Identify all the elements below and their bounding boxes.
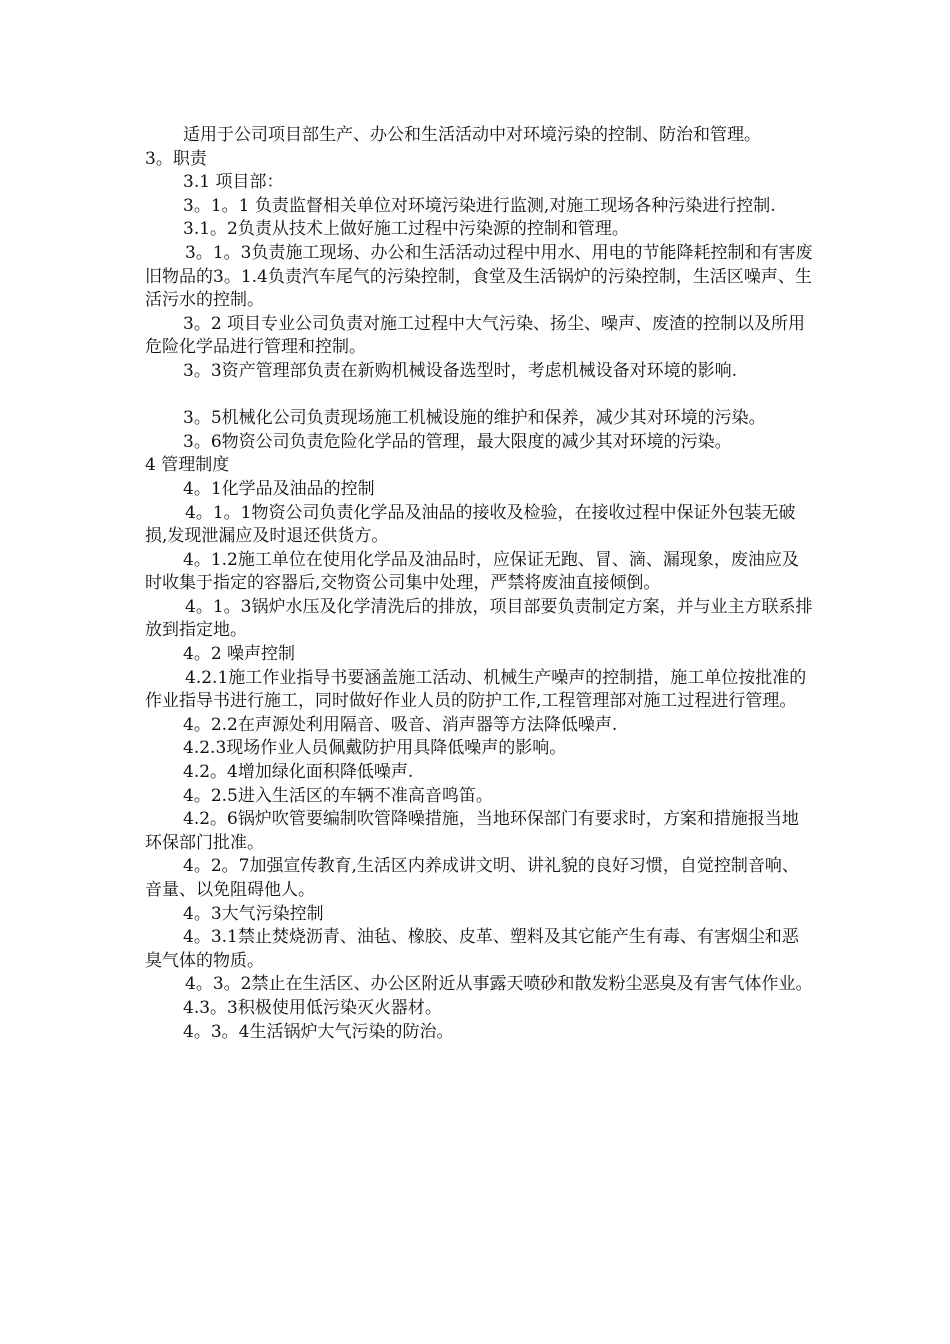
paragraph-4-2-7: 4。2。7加强宣传教育,生活区内养成讲文明、讲礼貌的良好习惯，自觉控制音响、音量、以免阻碍他人。: [145, 856, 799, 900]
document-body: [145, 124, 815, 1044]
paragraph-3-3: 3。3资产管理部负责在新购机械设备选型时，考虑机械设备对环境的影响.: [183, 360, 738, 381]
paragraph-3-1-1: 3。1。1 负责监督相关单位对环境污染进行监测,对施工现场各种污染进行控制.: [183, 195, 776, 216]
paragraph-4-2-3: 4.2.3现场作业人员佩戴防护用具降低噪声的影响。: [183, 738, 567, 759]
blank-line: [145, 384, 815, 408]
paragraph-4-1-2: 4。1.2施工单位在使用化学品及油品时，应保证无跑、冒、滴、漏现象，废油应及时收集于指定的容器后,交物资公司集中处理，严禁将废油直接倾倒。: [145, 549, 799, 594]
paragraph-4-2-2: 4。2.2在声源处利用隔音、吸音、消声器等方法降低噪声.: [183, 714, 618, 735]
heading-responsibilities: 3。职责: [145, 148, 207, 169]
paragraph-4-3-4: 4。3。4生活锅炉大气污染的防治。: [183, 1021, 454, 1042]
paragraph-3-1-3: 3。1。3负责施工现场、办公和生活活动过程中用水、用电的节能降耗控制和有害废旧物品的3。1.4负责汽车尾气的污染控制，食堂及生活锅炉的污染控制，生活区噪声、生活污水的控制。: [145, 242, 813, 311]
paragraph-4-3-2: 4。3。2禁止在生活区、办公区附近从事露天喷砂和散发粉尘恶臭及有害气体作业。: [185, 974, 813, 995]
paragraph-4-2-5: 4。2.5进入生活区的车辆不准高音鸣笛。: [183, 785, 493, 806]
paragraph-3-2: 3。2 项目专业公司负责对施工过程中大气污染、扬尘、噪声、废渣的控制以及所用危险化学品进行管理和控制。: [145, 313, 806, 358]
subheading-chemicals-oil: 4。1化学品及油品的控制: [183, 478, 375, 499]
subheading-air-pollution: 4。3大气污染控制: [183, 903, 324, 924]
heading-management-system: 4 管理制度: [145, 455, 230, 476]
subheading-noise-control: 4。2 噪声控制: [183, 644, 296, 665]
paragraph-4-3-3: 4.3。3积极使用低污染灭火器材。: [183, 997, 442, 1018]
paragraph-4-2-6: 4.2。6锅炉吹管要编制吹管降噪措施，当地环保部门有要求时，方案和措施报当地环保部门批准。: [145, 809, 799, 853]
subheading-project-dept: 3.1 项目部：: [183, 172, 284, 193]
paragraph-3-6: 3。6物资公司负责危险化学品的管理，最大限度的减少其对环境的污染。: [183, 431, 732, 452]
paragraph-4-2-1: 4.2.1施工作业指导书要涵盖施工活动、机械生产噪声的控制措，施工单位按批准的作业指导书进行施工，同时做好作业人员的防护工作,工程管理部对施工过程进行管理。: [145, 667, 807, 712]
paragraph-3-1-2: 3.1。2负责从技术上做好施工过程中污染源的控制和管理。: [183, 219, 629, 240]
paragraph-4-1-3: 4。1。3锅炉水压及化学清洗后的排放，项目部要负责制定方案，并与业主方联系排放到指定地。: [145, 596, 813, 641]
paragraph-4-1-1: 4。1。1物资公司负责化学品及油品的接收及检验，在接收过程中保证外包装无破损,发现泄漏应及时退还供货方。: [145, 502, 796, 547]
paragraph-4-3-1: 4。3.1禁止焚烧沥青、油毡、橡胶、皮革、塑料及其它能产生有毒、有害烟尘和恶臭气体的物质。: [145, 927, 799, 971]
paragraph-4-2-4: 4.2。4增加绿化面积降低噪声.: [183, 762, 414, 783]
paragraph-3-5: 3。5机械化公司负责现场施工机械设施的维护和保养，减少其对环境的污染。: [183, 408, 766, 429]
paragraph-scope: 适用于公司项目部生产、办公和生活活动中对环境污染的控制、防治和管理。: [183, 125, 761, 145]
